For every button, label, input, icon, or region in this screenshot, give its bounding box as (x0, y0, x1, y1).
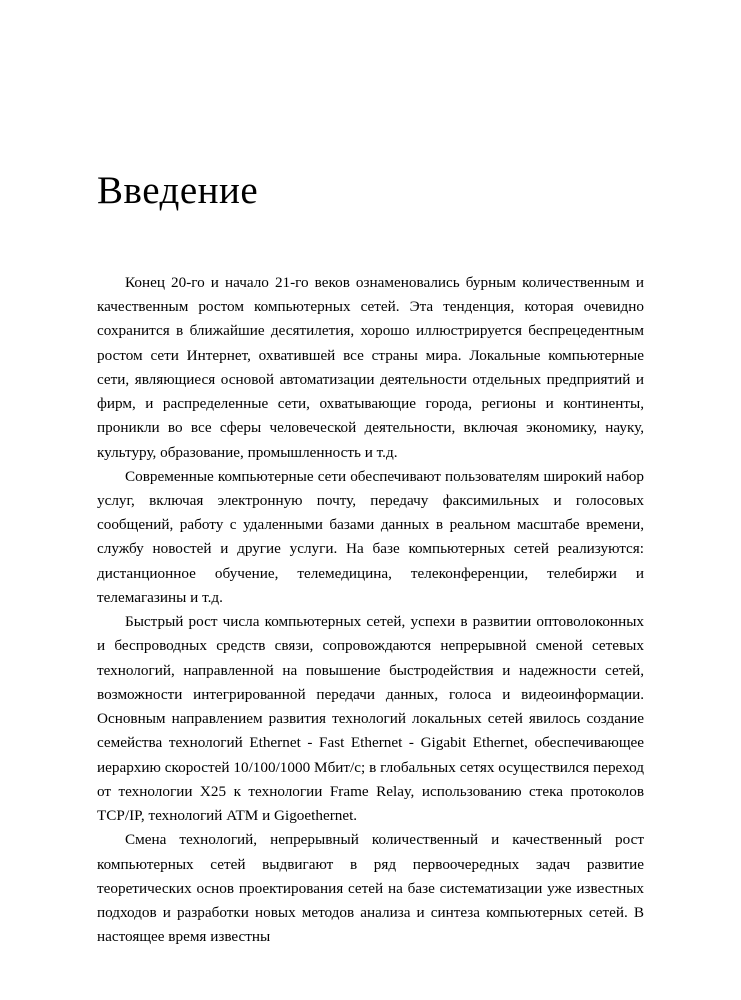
paragraph: Современные компьютерные сети обеспечивают пользователям широкий набор услуг, включая электронную почту, передачу факсимильных и голосовых сообщений, работу с удаленными базами данных в реальном масштабе времени, службу новостей и другие услуги. На базе компьютерных сетей реализуются: дистанционное обучение, телемедицина, телеконференции, телебиржи и телемагазины и т.д. (97, 467, 644, 606)
body-text (97, 271, 644, 950)
paragraph: Конец 20-го и начало 21-го веков ознаменовались бурным количественным и качественным ростом компьютерных сетей. Эта тенденция, которая очевидно сохранится в ближайшие десятилетия, хорошо иллюстрируется беспрецедентным ростом сети Интернет, охватившей все страны мира. Локальные компьютерные сети, являющиеся основой автоматизации деятельности отдельных предприятий и фирм, и распределенные сети, охватывающие города, регионы и континенты, проникли во все сферы человеческой деятельности, включая экономику, науку, культуру, образование, промышленность и т.д. (97, 273, 644, 461)
paragraph: Быстрый рост числа компьютерных сетей, успехи в развитии оптоволоконных и беспроводных средств связи, сопровождаются непрерывной сменой сетевых технологий, направленной на повышение быстродействия и надежности сетей, возможности интегрированной передачи данных, голоса и видеоинформации. Основным направлением развития технологий локальных сетей явилось создание семейства технологий Ethernet - Fast Ethernet - Gigabit Ethernet, обеспечивающее иерархию скоростей 10/100/1000 Мбит/с; в глобальных сетях осуществился переход от технологии X25 к технологии Frame Relay, использованию стека протоколов TCP/IP, технологий ATM и Gigoethernet. (97, 613, 644, 825)
page-title: Введение (97, 169, 259, 212)
paragraph: Смена технологий, непрерывный количественный и качественный рост компьютерных сетей выдвигают в ряд первоочередных задач развитие теоретических основ проектирования сетей на базе систематизации уже известных подходов и разработки новых методов анализа и синтеза компьютерных сетей. В настоящее время известны (97, 831, 644, 946)
